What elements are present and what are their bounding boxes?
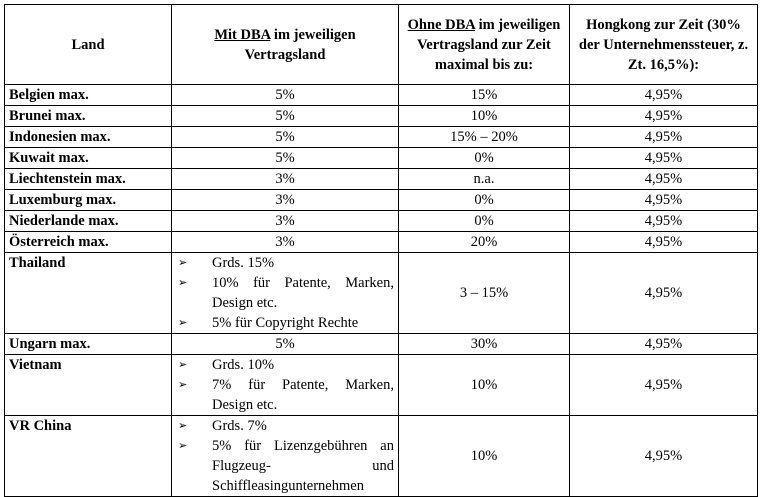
mit-cell: 3%	[172, 190, 399, 211]
hk-cell: 4,95%	[570, 127, 758, 148]
land-cell: Luxemburg max.	[5, 190, 172, 211]
mit-cell: 5%	[172, 334, 399, 355]
header-hongkong: Hongkong zur Zeit (30% der Unternehmenssteuer, z. Zt. 16,5%):	[570, 5, 758, 85]
land-cell: Liechtenstein max.	[5, 169, 172, 190]
mit-bullets	[172, 253, 399, 334]
bullet-text: 7% für Patente, Marken, Design etc.	[212, 377, 394, 413]
mit-bullets	[172, 355, 399, 416]
header-mit-dba-rest: im jeweiligen Vertragsland	[244, 26, 356, 63]
arrow-bullet-icon: ➢	[178, 257, 188, 269]
mit-cell: 5%	[172, 85, 399, 106]
table-row	[5, 169, 758, 190]
hk-cell: 4,95%	[570, 85, 758, 106]
ohne-cell: 15% – 20%	[399, 127, 570, 148]
arrow-bullet-icon: ➢	[178, 440, 188, 452]
hk-cell: 4,95%	[570, 416, 758, 497]
hk-cell: 4,95%	[570, 334, 758, 355]
land-cell: Belgien max.	[5, 85, 172, 106]
ohne-cell: 0%	[399, 190, 570, 211]
ohne-cell: 20%	[399, 232, 570, 253]
bullet-text: Grds. 7%	[212, 418, 267, 434]
table-row	[5, 334, 758, 355]
mit-cell: 3%	[172, 232, 399, 253]
land-cell: Indonesien max.	[5, 127, 172, 148]
arrow-bullet-icon: ➢	[178, 359, 188, 371]
arrow-bullet-icon: ➢	[178, 277, 188, 289]
header-mit-dba	[172, 5, 399, 85]
header-mit-dba-underlined: Mit DBA	[214, 26, 271, 43]
ohne-cell: 3 – 15%	[399, 253, 570, 334]
mit-cell: 5%	[172, 106, 399, 127]
header-ohne-dba-underlined: Ohne DBA	[407, 16, 475, 33]
mit-cell: 3%	[172, 211, 399, 232]
header-land: Land	[5, 5, 172, 85]
hk-cell: 4,95%	[570, 232, 758, 253]
bullet-item	[176, 416, 394, 436]
hk-cell: 4,95%	[570, 106, 758, 127]
ohne-cell: 15%	[399, 85, 570, 106]
mit-cell: 3%	[172, 169, 399, 190]
header-ohne-dba-rest: im jeweiligen Vertragsland zur Zeit maximal bis zu:	[417, 16, 561, 73]
ohne-cell: 0%	[399, 148, 570, 169]
table-row	[5, 85, 758, 106]
arrow-bullet-icon: ➢	[178, 317, 188, 329]
table-row	[5, 232, 758, 253]
land-cell: Brunei max.	[5, 106, 172, 127]
header-row	[5, 5, 758, 85]
table-row	[5, 148, 758, 169]
bullet-item	[176, 253, 394, 273]
hk-cell: 4,95%	[570, 253, 758, 334]
mit-bullets	[172, 416, 399, 497]
ohne-cell: 10%	[399, 106, 570, 127]
bullet-item	[176, 436, 394, 496]
ohne-cell: 10%	[399, 355, 570, 416]
hk-cell: 4,95%	[570, 169, 758, 190]
bullet-item	[176, 375, 394, 415]
bullet-item	[176, 355, 394, 375]
table-row-china	[5, 416, 758, 497]
land-cell: Kuwait max.	[5, 148, 172, 169]
bullet-text: Grds. 15%	[212, 255, 275, 271]
ohne-cell: 30%	[399, 334, 570, 355]
ohne-cell: 0%	[399, 211, 570, 232]
table-row-vietnam	[5, 355, 758, 416]
land-cell: VR China	[5, 416, 172, 497]
land-cell: Vietnam	[5, 355, 172, 416]
table-row	[5, 127, 758, 148]
land-cell: Thailand	[5, 253, 172, 334]
table-row	[5, 190, 758, 211]
bullet-text: Grds. 10%	[212, 357, 275, 373]
ohne-cell: n.a.	[399, 169, 570, 190]
hk-cell: 4,95%	[570, 355, 758, 416]
tax-rate-table	[4, 4, 758, 497]
arrow-bullet-icon: ➢	[178, 420, 188, 432]
bullet-text: 10% für Patente, Marken, Design etc.	[212, 275, 394, 311]
arrow-bullet-icon: ➢	[178, 379, 188, 391]
table-row-thailand	[5, 253, 758, 334]
ohne-cell: 10%	[399, 416, 570, 497]
table-row	[5, 106, 758, 127]
hk-cell: 4,95%	[570, 190, 758, 211]
bullet-text: 5% für Copyright Rechte	[212, 315, 359, 331]
bullet-text: 5% für Lizenzgebühren an Flugzeug- und Schiffleasingunternehmen	[212, 438, 394, 494]
land-cell: Österreich max.	[5, 232, 172, 253]
hk-cell: 4,95%	[570, 148, 758, 169]
hk-cell: 4,95%	[570, 211, 758, 232]
bullet-item	[176, 313, 394, 333]
mit-cell: 5%	[172, 148, 399, 169]
land-cell: Niederlande max.	[5, 211, 172, 232]
mit-cell: 5%	[172, 127, 399, 148]
land-cell: Ungarn max.	[5, 334, 172, 355]
header-ohne-dba	[399, 5, 570, 85]
bullet-item	[176, 273, 394, 313]
table-row	[5, 211, 758, 232]
